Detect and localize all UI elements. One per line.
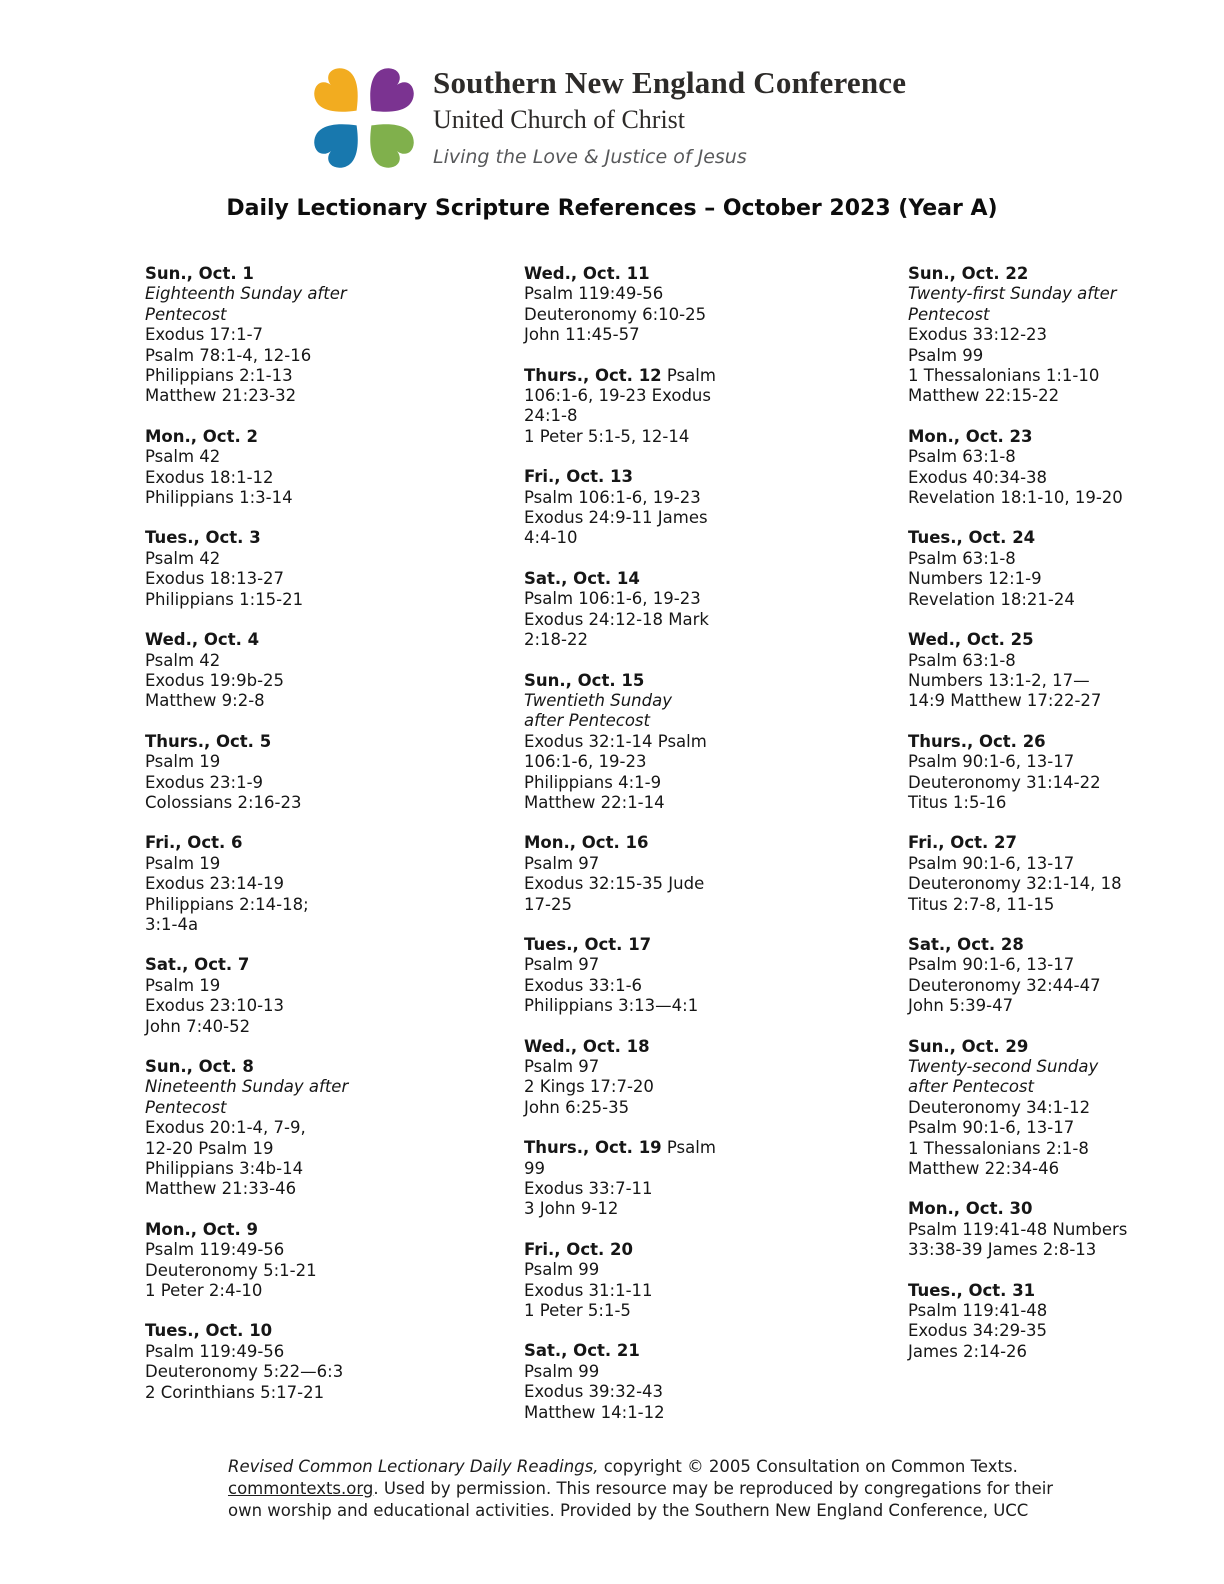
entry-date: Thurs., Oct. 12 bbox=[524, 365, 662, 385]
lectionary-entry bbox=[908, 935, 1222, 1017]
entry-heading-line bbox=[908, 264, 1222, 284]
entry-date: Tues., Oct. 17 bbox=[524, 934, 652, 954]
entry-heading-line bbox=[524, 569, 896, 589]
entry-heading-line bbox=[908, 732, 1222, 752]
scripture-reading: Colossians 2:16-23 bbox=[145, 792, 302, 812]
scripture-reading: Psalm 90:1-6, 13-17 bbox=[908, 955, 1075, 975]
scripture-reading: Psalm 63:1-8 bbox=[908, 650, 1016, 670]
scripture-reading: Deuteronomy 5:22—6:3 bbox=[145, 1362, 344, 1382]
lectionary-entry bbox=[524, 1037, 896, 1119]
scripture-reading: Exodus 24:9-11 James bbox=[524, 508, 708, 528]
entry-heading-line bbox=[524, 833, 896, 853]
entry-heading-extra: Psalm bbox=[661, 365, 716, 385]
scripture-reading: Psalm 119:49-56 bbox=[145, 1341, 285, 1361]
entry-date: Mon., Oct. 30 bbox=[908, 1199, 1033, 1219]
scripture-reading: Deuteronomy 32:44-47 bbox=[908, 975, 1101, 995]
entry-heading-line bbox=[524, 671, 896, 691]
entry-heading-line bbox=[908, 1199, 1222, 1219]
org-name: Southern New England Conference bbox=[433, 65, 907, 100]
lectionary-entry bbox=[524, 833, 896, 915]
logo-header bbox=[310, 64, 906, 172]
entry-date: Thurs., Oct. 19 bbox=[524, 1138, 662, 1158]
entry-date: Wed., Oct. 18 bbox=[524, 1036, 650, 1056]
scripture-reading: 106:1-6, 19-23 bbox=[524, 752, 647, 772]
entry-date: Mon., Oct. 23 bbox=[908, 426, 1033, 446]
lectionary-entry bbox=[524, 1341, 896, 1423]
sunday-title: Nineteenth Sunday after bbox=[145, 1077, 349, 1097]
scripture-reading: Exodus 23:10-13 bbox=[145, 996, 285, 1016]
scripture-reading: Matthew 22:34-46 bbox=[908, 1159, 1060, 1179]
scripture-reading: John 11:45-57 bbox=[524, 325, 640, 345]
scripture-reading: 2 Kings 17:7-20 bbox=[524, 1077, 654, 1097]
entry-heading-line bbox=[524, 264, 896, 284]
entry-heading-line bbox=[524, 1341, 896, 1361]
lectionary-entry bbox=[908, 1037, 1222, 1180]
entry-heading-line bbox=[908, 833, 1222, 853]
scripture-reading: James 2:14-26 bbox=[908, 1341, 1028, 1361]
footer-text: . Used by permission. This resource may be reproduced by congregations for their bbox=[373, 1479, 1054, 1498]
entry-date: Tues., Oct. 24 bbox=[908, 528, 1036, 548]
lectionary-entry bbox=[908, 732, 1222, 814]
scripture-reading: 14:9 Matthew 17:22-27 bbox=[908, 691, 1102, 711]
scripture-reading: 1 Peter 5:1-5 bbox=[524, 1301, 631, 1321]
heart-top-left-icon bbox=[310, 64, 373, 127]
entry-heading-line bbox=[145, 732, 517, 752]
scripture-reading: Matthew 21:33-46 bbox=[145, 1179, 297, 1199]
lectionary-column-1 bbox=[145, 264, 517, 1423]
scripture-reading: Deuteronomy 31:14-22 bbox=[908, 772, 1101, 792]
scripture-reading: Psalm 42 bbox=[145, 447, 221, 467]
scripture-reading: Deuteronomy 6:10-25 bbox=[524, 304, 707, 324]
scripture-reading: Exodus 34:29-35 bbox=[908, 1321, 1048, 1341]
lectionary-entry bbox=[524, 935, 896, 1017]
entry-date: Sun., Oct. 15 bbox=[524, 670, 645, 690]
scripture-reading: Exodus 33:7-11 bbox=[524, 1179, 653, 1199]
scripture-reading: Exodus 33:1-6 bbox=[524, 975, 643, 995]
entry-date: Wed., Oct. 4 bbox=[145, 630, 260, 650]
entry-date: Fri., Oct. 13 bbox=[524, 467, 633, 487]
entry-heading-line bbox=[524, 366, 896, 386]
scripture-reading: Psalm 90:1-6, 13-17 bbox=[908, 1118, 1075, 1138]
entry-heading-extra: Psalm bbox=[661, 1138, 716, 1158]
entry-heading-line bbox=[908, 528, 1222, 548]
entry-date: Tues., Oct. 31 bbox=[908, 1280, 1036, 1300]
entry-heading-line bbox=[908, 427, 1222, 447]
scripture-reading: Psalm 99 bbox=[908, 345, 984, 365]
scripture-reading: Philippians 2:14-18; bbox=[145, 894, 309, 914]
scripture-reading: 12-20 Psalm 19 bbox=[145, 1138, 274, 1158]
lectionary-entry bbox=[145, 264, 517, 407]
scripture-reading: Philippians 1:15-21 bbox=[145, 589, 304, 609]
entry-heading-line bbox=[908, 1281, 1222, 1301]
entry-heading-line bbox=[524, 467, 896, 487]
heart-bottom-right-icon bbox=[355, 109, 418, 172]
lectionary-entry bbox=[145, 732, 517, 814]
logo-text bbox=[433, 64, 906, 168]
scripture-reading: Psalm 97 bbox=[524, 853, 600, 873]
scripture-reading: Exodus 23:14-19 bbox=[145, 874, 285, 894]
entry-date: Sun., Oct. 22 bbox=[908, 264, 1029, 283]
scripture-reading: 24:1-8 bbox=[524, 406, 578, 426]
page-title: Daily Lectionary Scripture References – October 2023 (Year A) bbox=[226, 196, 998, 221]
sunday-title: Pentecost bbox=[145, 304, 227, 324]
entry-heading-line bbox=[524, 1138, 896, 1158]
scripture-reading: Psalm 63:1-8 bbox=[908, 447, 1016, 467]
lectionary-entry bbox=[908, 1199, 1222, 1260]
entry-date: Sat., Oct. 14 bbox=[524, 568, 640, 588]
entry-heading-line bbox=[145, 528, 517, 548]
scripture-reading: Psalm 19 bbox=[145, 853, 221, 873]
scripture-reading: Psalm 42 bbox=[145, 548, 221, 568]
scripture-reading: Philippians 4:1-9 bbox=[524, 772, 662, 792]
lectionary-entry bbox=[145, 1057, 517, 1200]
entry-date: Sat., Oct. 28 bbox=[908, 934, 1024, 954]
scripture-reading: Psalm 106:1-6, 19-23 bbox=[524, 487, 701, 507]
entry-date: Sat., Oct. 7 bbox=[145, 955, 250, 975]
lectionary-entry bbox=[524, 366, 896, 448]
entry-heading-line bbox=[145, 630, 517, 650]
scripture-reading: Psalm 19 bbox=[145, 975, 221, 995]
entry-date: Thurs., Oct. 5 bbox=[145, 731, 272, 751]
entry-date: Sun., Oct. 1 bbox=[145, 264, 254, 283]
scripture-reading: Psalm 97 bbox=[524, 955, 600, 975]
scripture-reading: Titus 2:7-8, 11-15 bbox=[908, 894, 1055, 914]
lectionary-columns bbox=[0, 264, 1224, 1424]
entry-heading-line bbox=[145, 833, 517, 853]
scripture-reading: Psalm 90:1-6, 13-17 bbox=[908, 853, 1075, 873]
lectionary-entry bbox=[145, 1321, 517, 1403]
scripture-reading: Psalm 97 bbox=[524, 1057, 600, 1076]
scripture-reading: Titus 1:5-16 bbox=[908, 792, 1007, 812]
sunday-title: after Pentecost bbox=[524, 711, 650, 731]
scripture-reading: Psalm 19 bbox=[145, 752, 221, 772]
scripture-reading: Exodus 18:13-27 bbox=[145, 569, 285, 589]
lectionary-entry bbox=[145, 427, 517, 509]
tagline: Living the Love & Justice of Jesus bbox=[433, 146, 747, 169]
scripture-reading: John 5:39-47 bbox=[908, 996, 1014, 1016]
lectionary-entry bbox=[908, 1281, 1222, 1363]
scripture-reading: Psalm 99 bbox=[524, 1361, 600, 1381]
sunday-title: Twenty-second Sunday bbox=[908, 1057, 1099, 1076]
scripture-reading: 1 Thessalonians 2:1-8 bbox=[908, 1138, 1089, 1158]
entry-date: Fri., Oct. 27 bbox=[908, 833, 1017, 853]
entry-heading-line bbox=[145, 955, 517, 975]
ucc-hearts-logo bbox=[310, 64, 418, 172]
scripture-reading: 1 Thessalonians 1:1-10 bbox=[908, 366, 1100, 386]
entry-heading-line bbox=[524, 1037, 896, 1057]
footer-line bbox=[228, 1456, 1053, 1478]
lectionary-entry bbox=[908, 427, 1222, 509]
entry-date: Fri., Oct. 20 bbox=[524, 1239, 633, 1259]
entry-heading-line bbox=[524, 935, 896, 955]
lectionary-entry bbox=[524, 569, 896, 651]
entry-date: Thurs., Oct. 26 bbox=[908, 731, 1046, 751]
scripture-reading: Exodus 33:12-23 bbox=[908, 325, 1048, 345]
entry-date: Mon., Oct. 16 bbox=[524, 833, 649, 853]
entry-date: Sun., Oct. 8 bbox=[145, 1057, 254, 1076]
scripture-reading: Psalm 78:1-4, 12-16 bbox=[145, 345, 312, 365]
lectionary-entry bbox=[908, 630, 1222, 712]
entry-heading-line bbox=[908, 1037, 1222, 1057]
commontexts-link[interactable]: commontexts.org bbox=[228, 1479, 374, 1498]
footer-text: Revised Common Lectionary Daily Readings, bbox=[228, 1457, 599, 1476]
entry-heading-line bbox=[145, 1321, 517, 1341]
scripture-reading: Revelation 18:21-24 bbox=[908, 589, 1075, 609]
entry-heading-line bbox=[145, 264, 517, 284]
scripture-reading: 99 bbox=[524, 1158, 545, 1178]
entry-date: Tues., Oct. 10 bbox=[145, 1321, 273, 1341]
lectionary-entry bbox=[145, 833, 517, 935]
scripture-reading: Matthew 22:15-22 bbox=[908, 386, 1060, 406]
denomination: United Church of Christ bbox=[433, 105, 686, 135]
entry-heading-line bbox=[145, 1057, 517, 1077]
scripture-reading: Psalm 119:49-56 bbox=[145, 1240, 285, 1260]
scripture-reading: 4:4-10 bbox=[524, 528, 578, 548]
entry-heading-line bbox=[145, 427, 517, 447]
entry-date: Sun., Oct. 29 bbox=[908, 1036, 1029, 1056]
scripture-reading: Exodus 39:32-43 bbox=[524, 1382, 664, 1402]
scripture-reading: 2:18-22 bbox=[524, 630, 589, 650]
footer-line bbox=[228, 1478, 1053, 1500]
scripture-reading: Exodus 24:12-18 Mark bbox=[524, 609, 709, 629]
scripture-reading: Exodus 40:34-38 bbox=[908, 467, 1048, 487]
entry-date: Sat., Oct. 21 bbox=[524, 1341, 640, 1361]
sunday-title: Twentieth Sunday bbox=[524, 690, 672, 710]
footer bbox=[228, 1456, 1053, 1522]
lectionary-entry bbox=[145, 1220, 517, 1302]
lectionary-column-3 bbox=[908, 264, 1222, 1382]
entry-date: Mon., Oct. 9 bbox=[145, 1219, 258, 1239]
entry-heading-line bbox=[908, 935, 1222, 955]
scripture-reading: Philippians 3:13—4:1 bbox=[524, 996, 699, 1016]
scripture-reading: 1 Peter 5:1-5, 12-14 bbox=[524, 426, 690, 446]
scripture-reading: Philippians 2:1-13 bbox=[145, 366, 293, 386]
scripture-reading: Exodus 31:1-11 bbox=[524, 1280, 653, 1300]
scripture-reading: Deuteronomy 34:1-12 bbox=[908, 1097, 1091, 1117]
lectionary-column-2 bbox=[524, 264, 896, 1443]
scripture-reading: Psalm 63:1-8 bbox=[908, 548, 1016, 568]
scripture-reading: Numbers 12:1-9 bbox=[908, 569, 1042, 589]
lectionary-entry bbox=[524, 1138, 896, 1220]
scripture-reading: 1 Peter 2:4-10 bbox=[145, 1281, 263, 1301]
scripture-reading: 17-25 bbox=[524, 894, 572, 914]
scripture-reading: Philippians 1:3-14 bbox=[145, 488, 293, 508]
heart-bottom-left-icon bbox=[310, 109, 373, 172]
entry-heading-line bbox=[908, 630, 1222, 650]
scripture-reading: Psalm 42 bbox=[145, 650, 221, 670]
scripture-reading: Revelation 18:1-10, 19-20 bbox=[908, 488, 1123, 508]
footer-text: own worship and educational activities. Provided by the Southern New England Conference, UCC bbox=[228, 1501, 1029, 1520]
scripture-reading: Numbers 13:1-2, 17— bbox=[908, 670, 1090, 690]
scripture-reading: Psalm 106:1-6, 19-23 bbox=[524, 589, 701, 609]
footer-text: copyright © 2005 Consultation on Common Texts. bbox=[598, 1457, 1018, 1476]
scripture-reading: Exodus 17:1-7 bbox=[145, 325, 264, 345]
scripture-reading: Psalm 90:1-6, 13-17 bbox=[908, 752, 1075, 772]
footer-line bbox=[228, 1500, 1053, 1522]
entry-heading-line bbox=[145, 1220, 517, 1240]
scripture-reading: John 7:40-52 bbox=[145, 1016, 251, 1036]
scripture-reading: 2 Corinthians 5:17-21 bbox=[145, 1382, 325, 1402]
scripture-reading: 3 John 9-12 bbox=[524, 1199, 619, 1219]
lectionary-entry bbox=[524, 671, 896, 814]
sunday-title: Pentecost bbox=[145, 1097, 227, 1117]
entry-date: Tues., Oct. 3 bbox=[145, 528, 261, 548]
scripture-reading: Exodus 32:15-35 Jude bbox=[524, 874, 705, 894]
scripture-reading: John 6:25-35 bbox=[524, 1097, 630, 1117]
heart-top-right-icon bbox=[355, 64, 418, 127]
scripture-reading: Exodus 18:1-12 bbox=[145, 467, 274, 487]
lectionary-entry bbox=[908, 528, 1222, 610]
entry-date: Wed., Oct. 25 bbox=[908, 630, 1034, 650]
sunday-title: after Pentecost bbox=[908, 1077, 1034, 1097]
scripture-reading: Exodus 23:1-9 bbox=[145, 772, 264, 792]
entry-date: Fri., Oct. 6 bbox=[145, 833, 243, 853]
scripture-reading: Matthew 9:2-8 bbox=[145, 691, 265, 711]
lectionary-entry bbox=[524, 264, 896, 346]
lectionary-entry bbox=[908, 264, 1222, 407]
scripture-reading: Deuteronomy 32:1-14, 18 bbox=[908, 874, 1122, 894]
lectionary-entry bbox=[524, 1240, 896, 1322]
scripture-reading: Exodus 32:1-14 Psalm bbox=[524, 731, 707, 751]
scripture-reading: Exodus 19:9b-25 bbox=[145, 670, 285, 690]
scripture-reading: Psalm 99 bbox=[524, 1260, 600, 1280]
lectionary-entry bbox=[908, 833, 1222, 915]
sunday-title: Twenty-first Sunday after bbox=[908, 284, 1117, 304]
scripture-reading: Deuteronomy 5:1-21 bbox=[145, 1260, 317, 1280]
sunday-title: Pentecost bbox=[908, 304, 990, 324]
lectionary-entry bbox=[145, 528, 517, 610]
lectionary-entry bbox=[524, 467, 896, 549]
sunday-title: Eighteenth Sunday after bbox=[145, 284, 347, 304]
scripture-reading: Psalm 119:41-48 bbox=[908, 1301, 1048, 1321]
entry-heading-line bbox=[524, 1240, 896, 1260]
scripture-reading: Matthew 22:1-14 bbox=[524, 792, 665, 812]
lectionary-entry bbox=[145, 955, 517, 1037]
entry-date: Mon., Oct. 2 bbox=[145, 426, 258, 446]
scripture-reading: Philippians 3:4b-14 bbox=[145, 1159, 304, 1179]
lectionary-entry bbox=[145, 630, 517, 712]
scripture-reading: Psalm 119:41-48 Numbers bbox=[908, 1219, 1128, 1239]
scripture-reading: 33:38-39 James 2:8-13 bbox=[908, 1240, 1097, 1260]
scripture-reading: Psalm 119:49-56 bbox=[524, 284, 664, 304]
scripture-reading: 3:1-4a bbox=[145, 914, 199, 934]
scripture-reading: Exodus 20:1-4, 7-9, bbox=[145, 1118, 306, 1138]
scripture-reading: Matthew 14:1-12 bbox=[524, 1402, 665, 1422]
entry-date: Wed., Oct. 11 bbox=[524, 264, 650, 283]
scripture-reading: Matthew 21:23-32 bbox=[145, 386, 297, 406]
scripture-reading: 106:1-6, 19-23 Exodus bbox=[524, 386, 711, 406]
